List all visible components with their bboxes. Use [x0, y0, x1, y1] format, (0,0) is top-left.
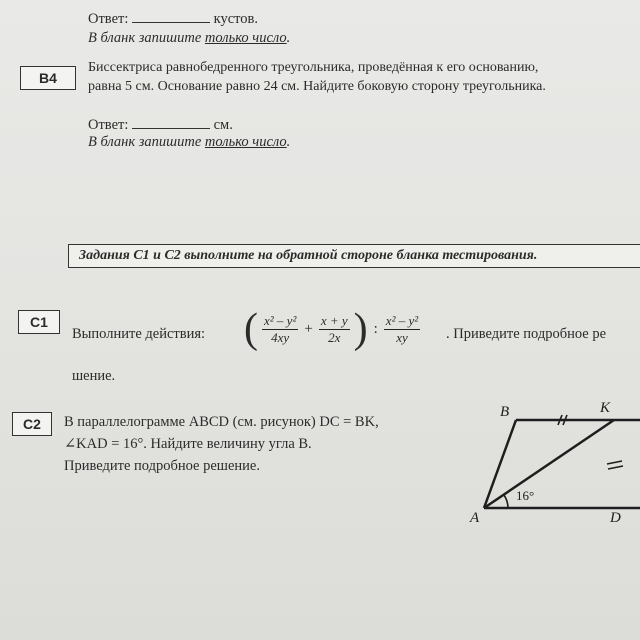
c1-fraction-1 — [262, 313, 298, 346]
vertex-label-A: A — [470, 510, 480, 526]
side-AB — [484, 420, 516, 508]
c1-paren-close: ) — [353, 306, 368, 352]
b3-answer-unit: кустов. — [213, 11, 259, 27]
angle-arc-KAD — [504, 495, 508, 508]
c2-text-line1: В параллелограмме ABCD (см. рисунок) DC = BK, — [64, 414, 379, 430]
c1-fraction-3-den: xy — [396, 329, 408, 345]
b4-answer-line — [88, 116, 233, 134]
c-tasks-banner: Задания С1 и С2 выполните на обратной стороне бланка тестирования. — [68, 244, 640, 268]
b3-instruction-suffix: . — [286, 30, 291, 46]
b4-instruction — [88, 134, 290, 151]
vertex-label-D: D — [610, 510, 621, 526]
tick-DC-2 — [608, 466, 623, 469]
vertex-label-B: B — [500, 404, 510, 420]
b3-answer-line — [88, 10, 258, 28]
c1-prompt: Выполните действия: — [72, 326, 206, 342]
b4-label-box: B4 — [20, 66, 76, 90]
segment-AK — [484, 420, 614, 508]
c1-fraction-2 — [319, 313, 350, 346]
c1-fraction-1-den: 4xy — [271, 329, 290, 345]
angle-label-16: 16° — [516, 488, 535, 503]
c2-label-box: C2 — [12, 412, 52, 436]
c2-text-line2: ∠KAD = 16°. Найдите величину угла B. — [64, 436, 312, 452]
b3-answer-label: Ответ: — [88, 11, 129, 27]
c1-colon: : — [373, 320, 378, 337]
parallelogram-figure — [460, 396, 640, 532]
c1-plus: + — [304, 320, 313, 337]
b4-instruction-prefix: В бланк запишите — [88, 134, 205, 150]
c1-fraction-2-num: x + y — [320, 312, 348, 328]
b4-text-line1: Биссектриса равнобедренного треугольника, проведённая к его основанию, — [88, 60, 539, 75]
b4-instruction-underlined: только число — [204, 134, 287, 150]
tick-DC-1 — [607, 461, 622, 464]
b4-answer-blank[interactable] — [132, 116, 210, 129]
c1-label-box: C1 — [18, 310, 60, 334]
b4-instruction-suffix: . — [286, 134, 291, 150]
b4-answer-label: Ответ: — [88, 117, 129, 133]
b4-answer-unit: см. — [213, 117, 233, 133]
c2-text-line3: Приведите подробное решение. — [64, 458, 260, 474]
c1-fraction-2-den: 2x — [328, 329, 341, 345]
c1-tail: . Приведите подробное ре — [446, 326, 607, 342]
c1-continuation: шение. — [72, 368, 116, 384]
c1-expression — [244, 308, 420, 350]
c1-fraction-1-num: x² – y² — [264, 312, 297, 328]
b4-text-line2: равна 5 см. Основание равно 24 см. Найдите боковую сторону треугольника. — [88, 79, 546, 94]
c1-fraction-3 — [384, 313, 420, 346]
b3-instruction-underlined: только число — [204, 30, 287, 46]
b3-instruction — [88, 30, 290, 47]
b3-instruction-prefix: В бланк запишите — [88, 30, 205, 46]
vertex-label-K: K — [600, 400, 611, 416]
c1-paren-open: ( — [244, 306, 258, 352]
c1-fraction-3-num: x² – y² — [385, 312, 419, 328]
b3-answer-blank[interactable] — [132, 10, 210, 23]
